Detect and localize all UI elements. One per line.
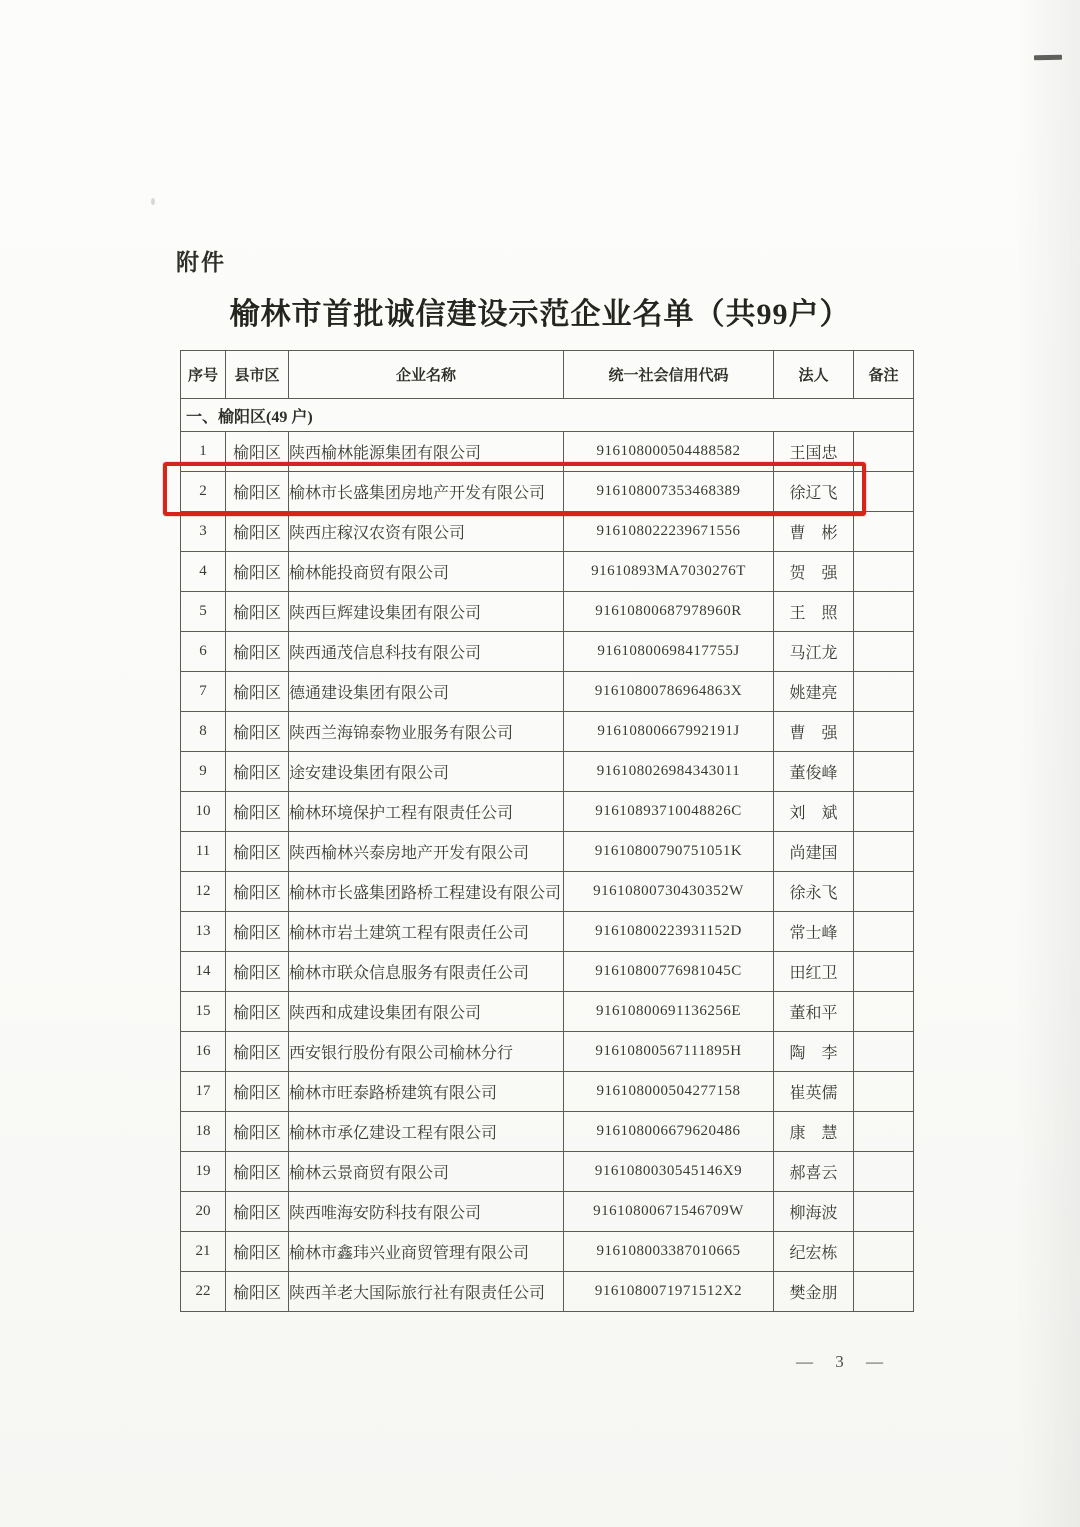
- scan-speck-artifact: [151, 198, 155, 205]
- cell-company-name: 陕西榆林兴泰房地产开发有限公司: [289, 832, 564, 872]
- company-roster-table: [180, 350, 914, 1312]
- cell-index: 21: [181, 1232, 226, 1272]
- cell-legal-person: 康 慧: [774, 1112, 854, 1152]
- cell-remark: [854, 1272, 914, 1312]
- cell-remark: [854, 552, 914, 592]
- table-row: [181, 1272, 914, 1312]
- cell-legal-person: 董和平: [774, 992, 854, 1032]
- table-row: [181, 432, 914, 472]
- header-legal-person: 法人: [774, 351, 854, 399]
- cell-company-name: 榆林能投商贸有限公司: [289, 552, 564, 592]
- cell-company-name: 榆林市鑫玮兴业商贸管理有限公司: [289, 1232, 564, 1272]
- page-number: — 3 —: [796, 1352, 884, 1371]
- cell-remark: [854, 672, 914, 712]
- cell-credit-code: 916108007353468389: [564, 472, 774, 512]
- cell-legal-person: 王 照: [774, 592, 854, 632]
- cell-remark: [854, 1112, 914, 1152]
- cell-company-name: 榆林市长盛集团路桥工程建设有限公司: [289, 872, 564, 912]
- table-row: [181, 632, 914, 672]
- cell-company-name: 榆林市承亿建设工程有限公司: [289, 1112, 564, 1152]
- table-header-row: [181, 351, 914, 399]
- cell-index: 17: [181, 1072, 226, 1112]
- table-row: [181, 1072, 914, 1112]
- cell-credit-code: 91610800567111895H: [564, 1032, 774, 1072]
- table-row: [181, 1192, 914, 1232]
- cell-legal-person: 姚建亮: [774, 672, 854, 712]
- cell-company-name: 榆林市联众信息服务有限责任公司: [289, 952, 564, 992]
- cell-index: 3: [181, 512, 226, 552]
- table-row: [181, 752, 914, 792]
- cell-legal-person: 徐永飞: [774, 872, 854, 912]
- cell-district: 榆阳区: [226, 472, 289, 512]
- cell-legal-person: 刘 斌: [774, 792, 854, 832]
- scan-corner-mark: [1034, 55, 1062, 60]
- cell-legal-person: 曹 强: [774, 712, 854, 752]
- attachment-label: 附件: [176, 249, 226, 275]
- table-row: [181, 1032, 914, 1072]
- cell-district: 榆阳区: [226, 1112, 289, 1152]
- cell-credit-code: 91610800671546709W: [564, 1192, 774, 1232]
- table-row: [181, 1152, 914, 1192]
- cell-company-name: 陕西通茂信息科技有限公司: [289, 632, 564, 672]
- cell-legal-person: 柳海波: [774, 1192, 854, 1232]
- cell-district: 榆阳区: [226, 792, 289, 832]
- cell-remark: [854, 872, 914, 912]
- cell-company-name: 榆林市旺泰路桥建筑有限公司: [289, 1072, 564, 1112]
- table-row: [181, 1232, 914, 1272]
- cell-credit-code: 9161080071971512X2: [564, 1272, 774, 1312]
- cell-company-name: 陕西唯海安防科技有限公司: [289, 1192, 564, 1232]
- cell-remark: [854, 912, 914, 952]
- cell-remark: [854, 1192, 914, 1232]
- cell-company-name: 陕西羊老大国际旅行社有限责任公司: [289, 1272, 564, 1312]
- cell-credit-code: 91610893MA7030276T: [564, 552, 774, 592]
- cell-legal-person: 田红卫: [774, 952, 854, 992]
- cell-company-name: 榆林市岩土建筑工程有限责任公司: [289, 912, 564, 952]
- cell-remark: [854, 632, 914, 672]
- cell-index: 6: [181, 632, 226, 672]
- cell-district: 榆阳区: [226, 592, 289, 632]
- cell-district: 榆阳区: [226, 1272, 289, 1312]
- table-row: [181, 592, 914, 632]
- cell-credit-code: 9161080030545146X9: [564, 1152, 774, 1192]
- cell-index: 22: [181, 1272, 226, 1312]
- table-row: [181, 872, 914, 912]
- cell-company-name: 西安银行股份有限公司榆林分行: [289, 1032, 564, 1072]
- cell-index: 4: [181, 552, 226, 592]
- table-row: [181, 672, 914, 712]
- cell-index: 14: [181, 952, 226, 992]
- cell-index: 12: [181, 872, 226, 912]
- cell-legal-person: 徐辽飞: [774, 472, 854, 512]
- cell-remark: [854, 752, 914, 792]
- table-row: [181, 952, 914, 992]
- table-row: [181, 912, 914, 952]
- cell-district: 榆阳区: [226, 872, 289, 912]
- table-row: [181, 992, 914, 1032]
- cell-company-name: 陕西和成建设集团有限公司: [289, 992, 564, 1032]
- document-title: 榆林市首批诚信建设示范企业名单（共99户）: [229, 298, 851, 331]
- cell-credit-code: 916108000504488582: [564, 432, 774, 472]
- cell-district: 榆阳区: [226, 712, 289, 752]
- cell-credit-code: 91610800687978960R: [564, 592, 774, 632]
- cell-legal-person: 董俊峰: [774, 752, 854, 792]
- cell-credit-code: 91610800790751051K: [564, 832, 774, 872]
- table-row: [181, 552, 914, 592]
- cell-remark: [854, 472, 914, 512]
- cell-district: 榆阳区: [226, 552, 289, 592]
- cell-company-name: 榆林市长盛集团房地产开发有限公司: [289, 472, 564, 512]
- cell-district: 榆阳区: [226, 512, 289, 552]
- cell-district: 榆阳区: [226, 952, 289, 992]
- header-credit-code: 统一社会信用代码: [564, 351, 774, 399]
- cell-district: 榆阳区: [226, 1152, 289, 1192]
- cell-credit-code: 916108000504277158: [564, 1072, 774, 1112]
- cell-remark: [854, 512, 914, 552]
- cell-index: 16: [181, 1032, 226, 1072]
- cell-company-name: 榆林云景商贸有限公司: [289, 1152, 564, 1192]
- company-roster-table-wrap: [180, 350, 913, 1312]
- cell-district: 榆阳区: [226, 672, 289, 712]
- cell-credit-code: 91610800691136256E: [564, 992, 774, 1032]
- cell-district: 榆阳区: [226, 752, 289, 792]
- cell-index: 15: [181, 992, 226, 1032]
- cell-credit-code: 91610893710048826C: [564, 792, 774, 832]
- cell-credit-code: 91610800698417755J: [564, 632, 774, 672]
- section-label: 一、榆阳区(49 户): [181, 399, 914, 432]
- cell-legal-person: 郝喜云: [774, 1152, 854, 1192]
- header-district: 县市区: [226, 351, 289, 399]
- cell-index: 5: [181, 592, 226, 632]
- cell-legal-person: 樊金朋: [774, 1272, 854, 1312]
- cell-district: 榆阳区: [226, 1232, 289, 1272]
- cell-district: 榆阳区: [226, 1032, 289, 1072]
- cell-district: 榆阳区: [226, 1072, 289, 1112]
- cell-legal-person: 马江龙: [774, 632, 854, 672]
- table-row: [181, 512, 914, 552]
- table-row: [181, 1112, 914, 1152]
- cell-credit-code: 916108022239671556: [564, 512, 774, 552]
- table-row: [181, 832, 914, 872]
- cell-company-name: 陕西榆林能源集团有限公司: [289, 432, 564, 472]
- cell-index: 11: [181, 832, 226, 872]
- cell-remark: [854, 592, 914, 632]
- cell-remark: [854, 1072, 914, 1112]
- cell-credit-code: 916108026984343011: [564, 752, 774, 792]
- cell-index: 20: [181, 1192, 226, 1232]
- cell-index: 19: [181, 1152, 226, 1192]
- cell-legal-person: 常士峰: [774, 912, 854, 952]
- cell-company-name: 德通建设集团有限公司: [289, 672, 564, 712]
- cell-credit-code: 91610800223931152D: [564, 912, 774, 952]
- cell-index: 8: [181, 712, 226, 752]
- cell-remark: [854, 432, 914, 472]
- cell-credit-code: 916108006679620486: [564, 1112, 774, 1152]
- cell-index: 10: [181, 792, 226, 832]
- cell-legal-person: 陶 李: [774, 1032, 854, 1072]
- cell-district: 榆阳区: [226, 832, 289, 872]
- cell-remark: [854, 1152, 914, 1192]
- cell-legal-person: 尚建国: [774, 832, 854, 872]
- cell-credit-code: 91610800730430352W: [564, 872, 774, 912]
- cell-legal-person: 崔英儒: [774, 1072, 854, 1112]
- cell-district: 榆阳区: [226, 912, 289, 952]
- cell-remark: [854, 832, 914, 872]
- cell-district: 榆阳区: [226, 1192, 289, 1232]
- cell-legal-person: 曹 彬: [774, 512, 854, 552]
- cell-index: 2: [181, 472, 226, 512]
- cell-index: 1: [181, 432, 226, 472]
- cell-legal-person: 贺 强: [774, 552, 854, 592]
- cell-company-name: 榆林环境保护工程有限责任公司: [289, 792, 564, 832]
- cell-remark: [854, 792, 914, 832]
- cell-index: 9: [181, 752, 226, 792]
- cell-remark: [854, 1232, 914, 1272]
- header-remark: 备注: [854, 351, 914, 399]
- header-company: 企业名称: [289, 351, 564, 399]
- cell-index: 18: [181, 1112, 226, 1152]
- cell-remark: [854, 992, 914, 1032]
- cell-company-name: 陕西庄稼汉农资有限公司: [289, 512, 564, 552]
- cell-remark: [854, 712, 914, 752]
- cell-district: 榆阳区: [226, 992, 289, 1032]
- cell-company-name: 途安建设集团有限公司: [289, 752, 564, 792]
- section-row: [181, 399, 914, 432]
- cell-remark: [854, 952, 914, 992]
- header-index: 序号: [181, 351, 226, 399]
- cell-district: 榆阳区: [226, 432, 289, 472]
- cell-district: 榆阳区: [226, 632, 289, 672]
- cell-company-name: 陕西巨辉建设集团有限公司: [289, 592, 564, 632]
- cell-credit-code: 91610800786964863X: [564, 672, 774, 712]
- cell-legal-person: 纪宏栋: [774, 1232, 854, 1272]
- cell-remark: [854, 1032, 914, 1072]
- cell-legal-person: 王国忠: [774, 432, 854, 472]
- table-row: [181, 472, 914, 512]
- table-row: [181, 712, 914, 752]
- cell-index: 7: [181, 672, 226, 712]
- table-row: [181, 792, 914, 832]
- cell-index: 13: [181, 912, 226, 952]
- cell-credit-code: 916108003387010665: [564, 1232, 774, 1272]
- cell-credit-code: 91610800776981045C: [564, 952, 774, 992]
- cell-credit-code: 91610800667992191J: [564, 712, 774, 752]
- cell-company-name: 陕西兰海锦泰物业服务有限公司: [289, 712, 564, 752]
